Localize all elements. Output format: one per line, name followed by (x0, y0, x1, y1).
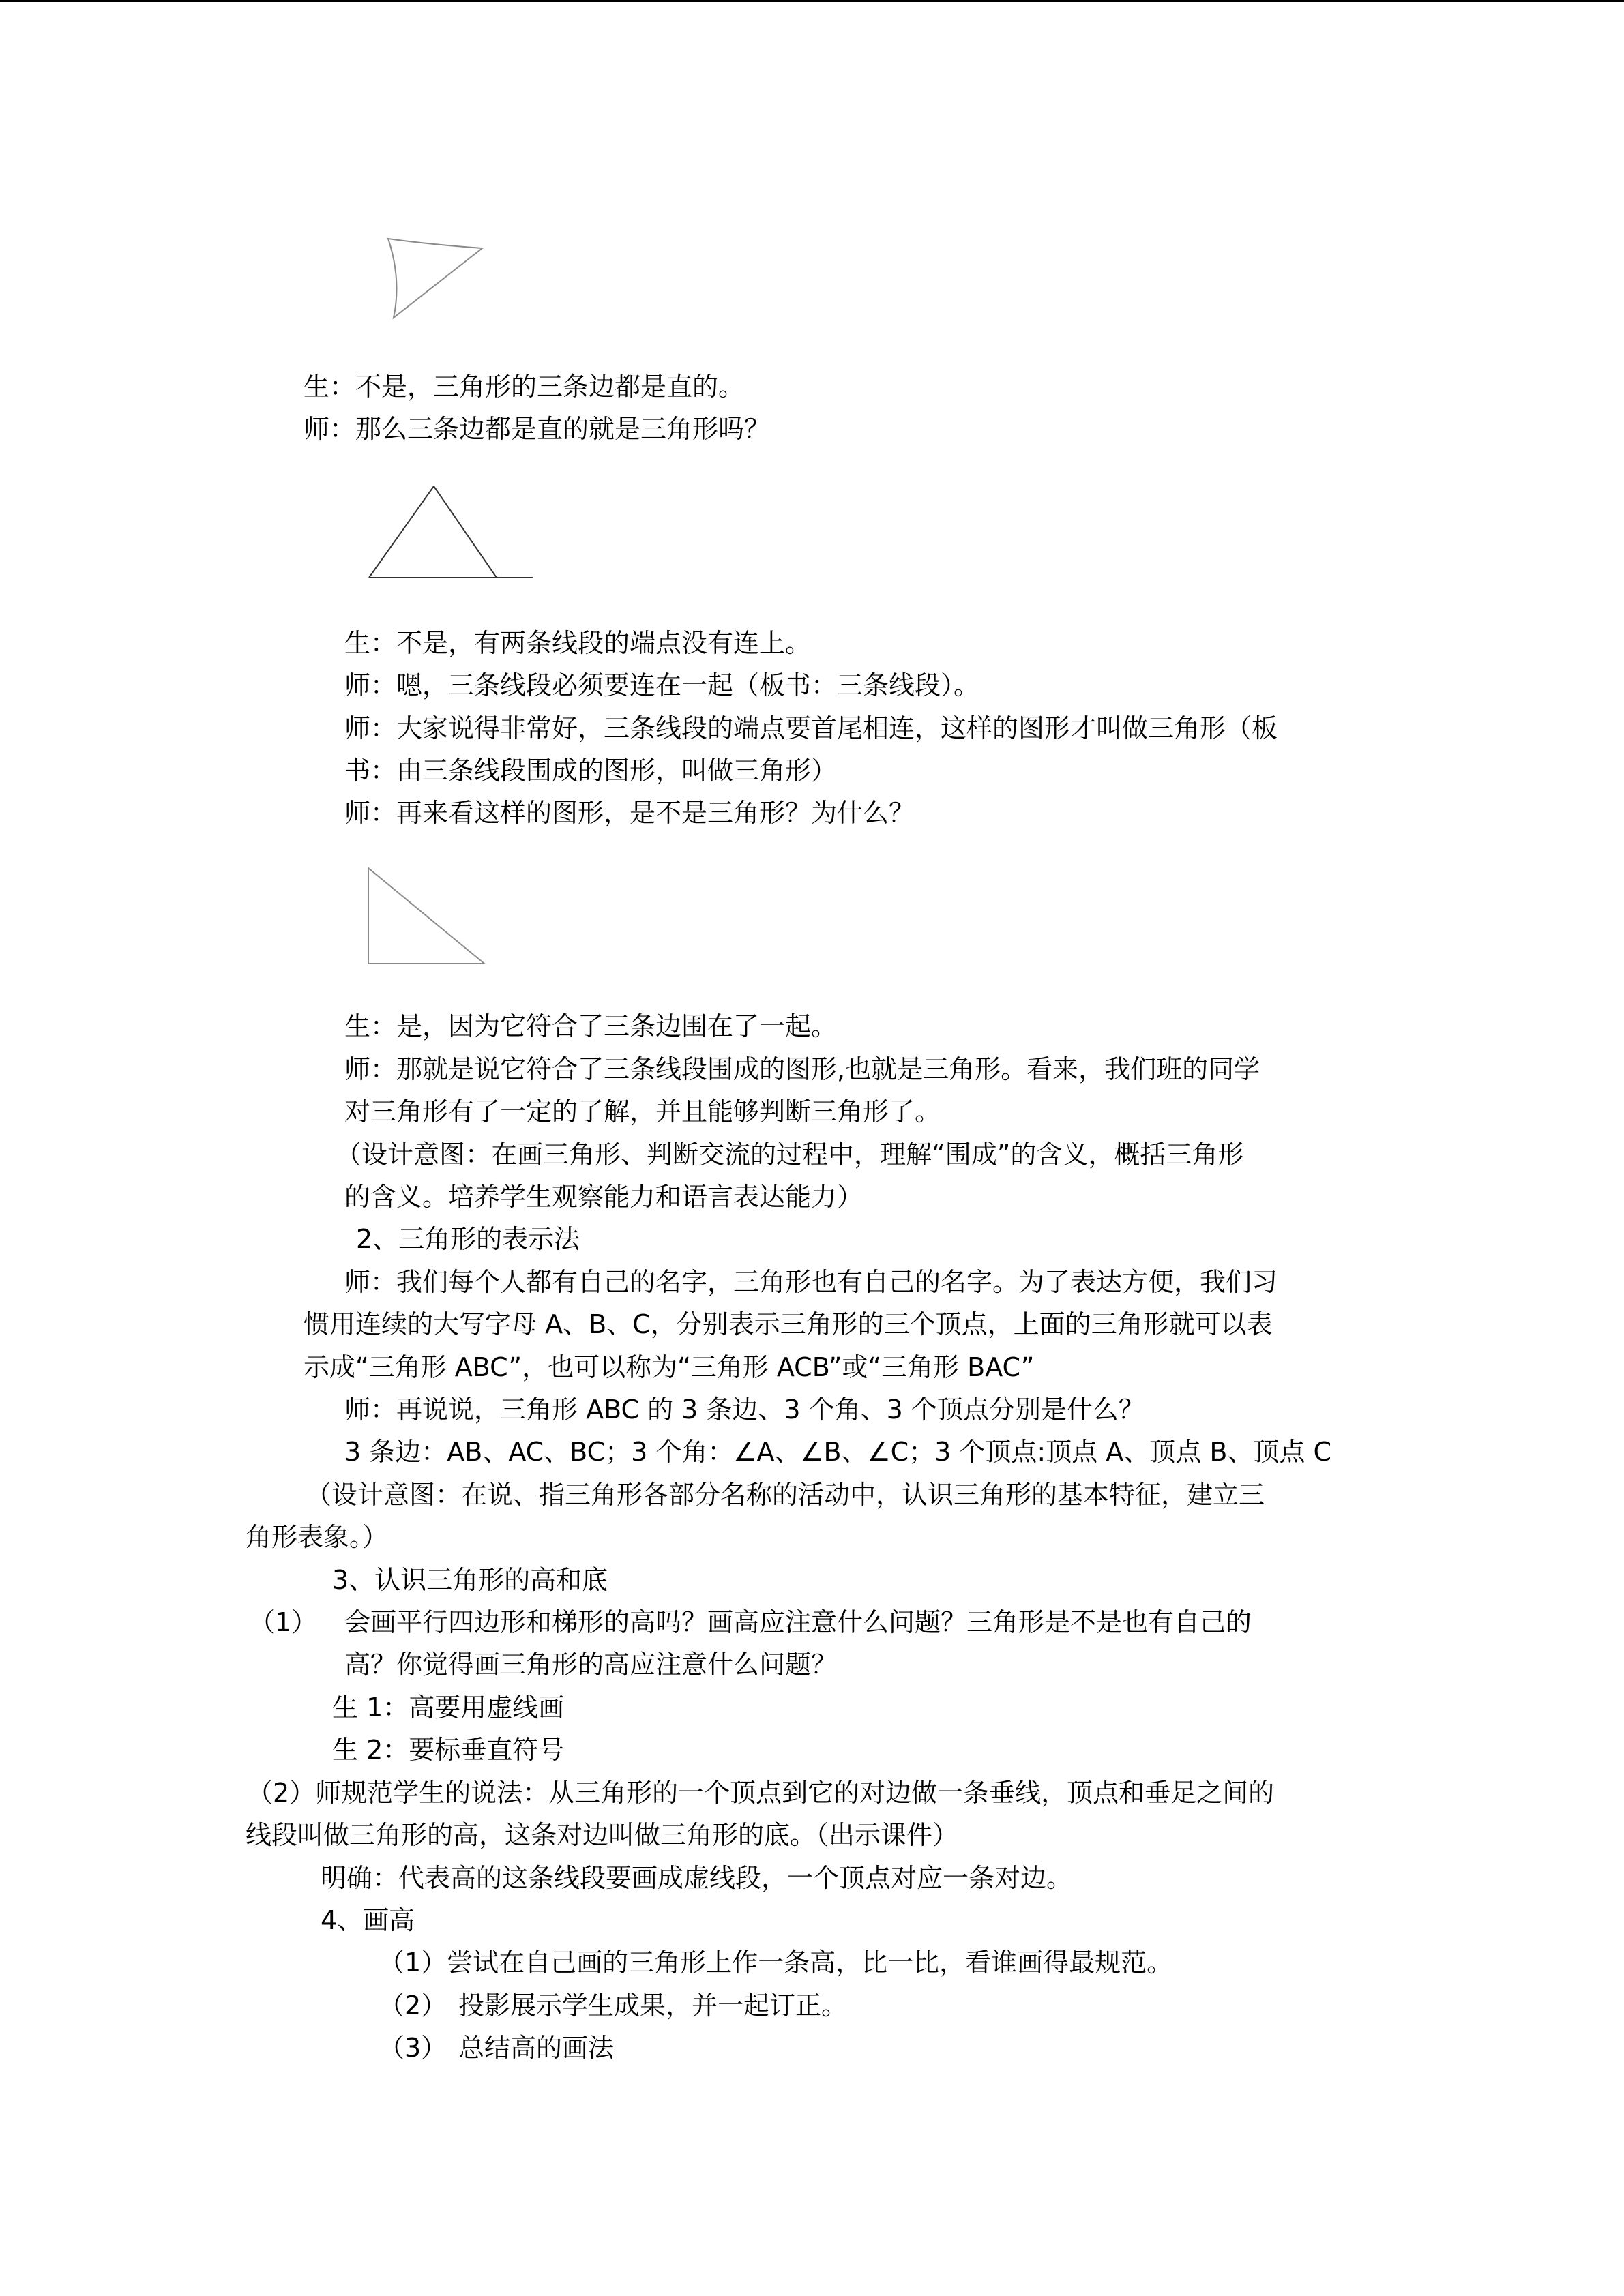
right-triangle-figure (361, 863, 491, 972)
page-top-border (0, 0, 1624, 2)
curved-triangle-figure (379, 232, 488, 327)
item-number-3: （3） (379, 2033, 447, 2063)
text-line-9: 师：那就是说它符合了三条线段围成的图形,也就是三角形。看来，我们班的同学 (344, 1054, 1260, 1084)
text-line-17: 师：再说说，三角形 ABC 的 3 条边、3 个角、3 个顶点分别是什么？ (344, 1395, 1145, 1425)
item-number-1: （1） (249, 1607, 318, 1637)
text-line-4: 师：嗯，三条线段必须要连在一起（板书：三条线段）。 (344, 670, 980, 700)
text-line-23: 高？你觉得画三角形的高应注意什么问题？ (344, 1650, 838, 1680)
text-line-22: 会画平行四边形和梯形的高吗？画高应注意什么问题？三角形是不是也有自己的 (344, 1607, 1252, 1637)
text-line-12: 的含义。培养学生观察能力和语言表达能力） (344, 1182, 863, 1212)
text-line-1: 生：不是，三角形的三条边都是直的。 (304, 372, 745, 402)
text-line-20: 角形表象。） (246, 1522, 389, 1552)
text-line-27: 线段叫做三角形的高，这条对边叫做三角形的底。（出示课件） (246, 1820, 959, 1850)
section-heading-2: 2、三角形的表示法 (356, 1224, 580, 1254)
text-line-19: （设计意图：在说、指三角形各部分名称的活动中，认识三角形的基本特征，建立三 (306, 1480, 1265, 1510)
text-line-8: 生：是，因为它符合了三条边围在了一起。 (344, 1011, 838, 1041)
text-line-11: （设计意图：在画三角形、判断交流的过程中，理解“围成”的含义，概括三角形 (336, 1139, 1244, 1169)
text-line-10: 对三角形有了一定的了解，并且能够判断三角形了。 (344, 1097, 941, 1127)
item-number-2: （2） (379, 1991, 447, 2021)
section-heading-3: 3、认识三角形的高和底 (332, 1565, 608, 1595)
text-line-18: 3 条边：AB、AC、BC；3 个角：∠A、∠B、∠C；3 个顶点:顶点 A、顶点 B、顶点 C (344, 1437, 1332, 1467)
text-line-30: （1）尝试在自己画的三角形上作一条高，比一比，看谁画得最规范。 (379, 1948, 1173, 1978)
text-line-7: 师：再来看这样的图形，是不是三角形？为什么？ (344, 798, 915, 828)
text-line-5: 师：大家说得非常好，三条线段的端点要首尾相连，这样的图形才叫做三角形（板 (344, 713, 1278, 743)
text-line-34: 总结高的画法 (458, 2033, 615, 2063)
text-line-32: 投影展示学生成果，并一起订正。 (458, 1991, 848, 2021)
open-triangle-figure (365, 481, 542, 583)
text-line-3: 生：不是，有两条线段的端点没有连上。 (344, 628, 812, 658)
text-line-28: 明确：代表高的这条线段要画成虚线段，一个顶点对应一条对边。 (321, 1863, 1073, 1893)
text-line-2: 师：那么三条边都是直的就是三角形吗？ (304, 414, 771, 444)
text-line-15: 惯用连续的大写字母 A、B、C，分别表示三角形的三个顶点，上面的三角形就可以表 (304, 1309, 1273, 1339)
text-line-24: 生 1：高要用虚线画 (332, 1693, 565, 1723)
section-heading-4: 4、画高 (321, 1905, 415, 1935)
text-line-16: 示成“三角形 ABC”，也可以称为“三角形 ACB”或“三角形 BAC” (304, 1352, 1035, 1382)
text-line-25: 生 2：要标垂直符号 (332, 1735, 565, 1765)
text-line-6: 书：由三条线段围成的图形，叫做三角形） (344, 756, 838, 786)
text-line-26: （2）师规范学生的说法：从三角形的一个顶点到它的对边做一条垂线，顶点和垂足之间的 (247, 1778, 1275, 1808)
text-line-14: 师：我们每个人都有自己的名字，三角形也有自己的名字。为了表达方便，我们习 (344, 1267, 1278, 1297)
